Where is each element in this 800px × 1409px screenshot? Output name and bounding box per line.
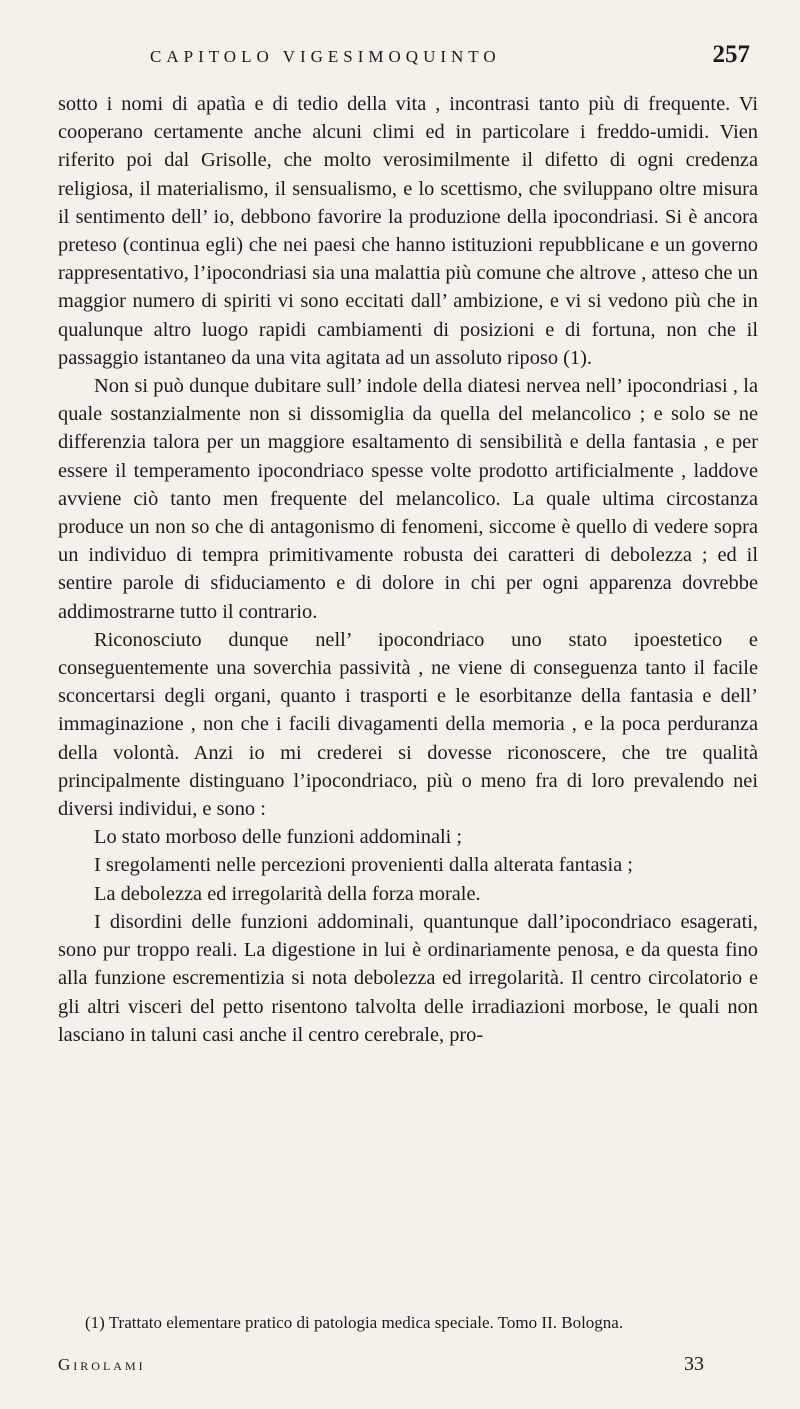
paragraph-continuation: sotto i nomi di apatìa e di tedio della vita , incontrasi tanto più di frequente. Vi cooperano certamente anche alcuni climi ed in particolare i freddo-umidi. Vien riferito poi dal Grisolle, che molto verosimilmente il difetto di ogni credenza religiosa, il materialismo, il sensualismo, e lo scettismo, che sviluppano oltre misura il sentimento dell’ io, debbono favorire la produzione della ipocondriasi. Si è ancora preteso (continua egli) che nei paesi che hanno istituzioni repubblicane e un governo rappresentativo, l’ipocondriasi sia una malattia più comune che altrove , atteso che un maggior numero di spiriti vi sono eccitati dall’ ambizione, e vi si vedono più che in qualunque altro luogo rapidi cambiamenti di posizioni e di fortuna, non che il passaggio istantaneo da una vita agitata ad un assoluto riposo (1). <box>58 93 758 369</box>
paragraph: I disordini delle funzioni addominali, quantunque dall’ipocondriaco esagerati, sono pur troppo reali. La digestione in lui è ordinariamente penosa, e da questa fino alla funzione escrementizia si nota debolezza ed irregolarità. Il centro circolatorio e gli altri visceri del petto risentono talvolta delle irradiazioni morbose, le quali non lasciano in taluni casi anche il centro cerebrale, pro- <box>58 910 758 1046</box>
list-item: I sregolamenti nelle percezioni provenienti dalla alterata fantasia ; <box>94 854 633 877</box>
running-head <box>150 42 750 72</box>
paragraph: Riconosciuto dunque nell’ ipocondriaco uno stato ipoestetico e conseguentemente una soverchia passività , ne viene di conseguenza tanto il facile sconcertarsi degli organi, quanto i trasporti e le esorbitanze della fantasia e dell’ immaginazione , non che i facili divagamenti della memoria , e la poca perduranza della volontà. Anzi io mi crederei si dovesse riconoscere, che tre qualità principalmente distinguano l’ipocondriaco, più o meno fra di loro prevalendo nei diversi individui, e sono : <box>58 628 758 821</box>
list-item: Lo stato morboso delle funzioni addominali ; <box>94 826 463 849</box>
footnote-text: (1) Trattato elementare pratico di patologia medica speciale. Tomo II. Bologna. <box>85 1313 624 1332</box>
list-item: La debolezza ed irregolarità della forza morale. <box>94 882 481 905</box>
body-text <box>58 90 758 1049</box>
footnote <box>58 1312 758 1334</box>
page-number: 257 <box>712 41 750 68</box>
printer-signature: Girolami <box>58 1355 146 1374</box>
running-title: CAPITOLO VIGESIMOQUINTO <box>150 47 501 66</box>
paragraph: Non si può dunque dubitare sull’ indole della diatesi nervea nell’ ipocondriasi , la quale sostanzialmente non si dissomiglia da quella del melancolico ; e solo se ne differenzia talora per un maggiore esaltamento di sensibilità e della fantasia , e per essere il temperamento ipocondriaco spesse volte prodotto artificialmente , laddove avviene ciò tanto men frequente del melancolico. La quale ultima circostanza produce un non so che di antagonismo di fenomeni, siccome è quello di vedere sopra un individuo di tempra primitivamente robusta dei caratteri di debolezza ; ed il sentire parole di sfiduciamento e di dolore in chi per ogni apparenza dovrebbe addimostrarne tutto il contrario. <box>58 375 758 623</box>
sheet-number: 33 <box>684 1353 704 1375</box>
